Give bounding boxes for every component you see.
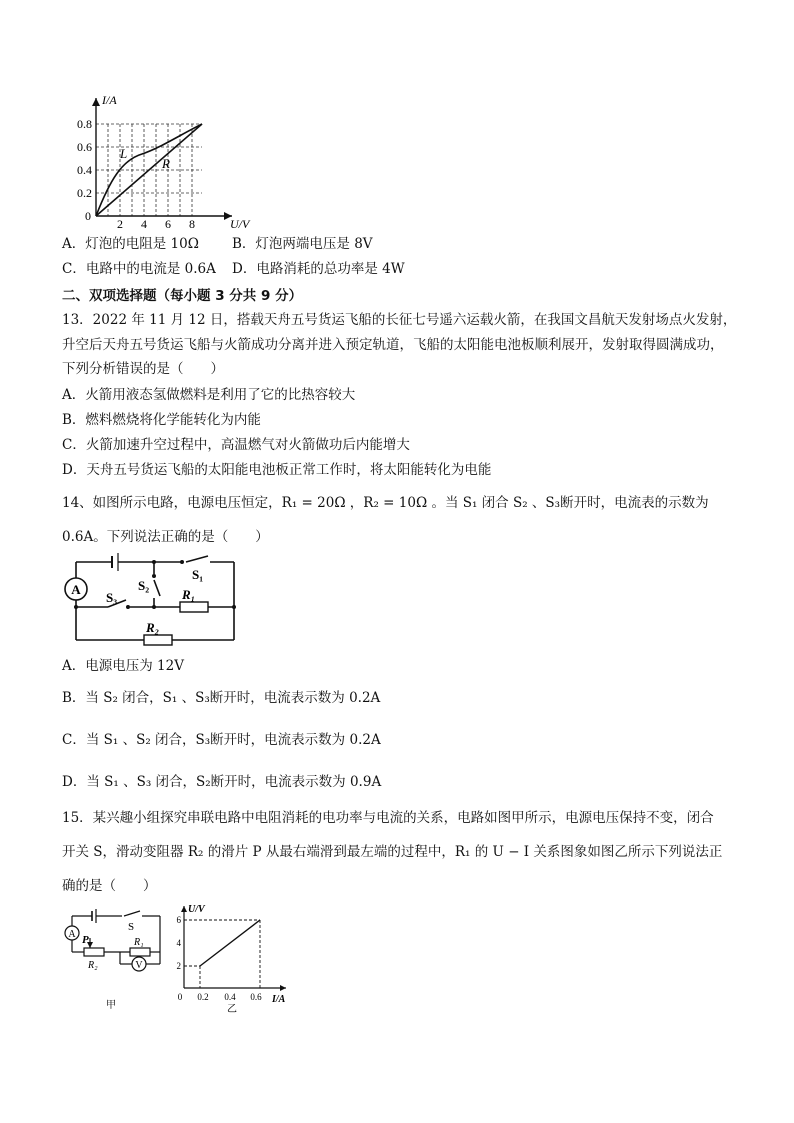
circuit-caption: 甲 bbox=[106, 1000, 116, 1011]
q14-circuit-diagram bbox=[62, 552, 242, 648]
x-tick: 0.6 bbox=[250, 992, 262, 1002]
ui-line bbox=[200, 920, 260, 966]
junction-dot bbox=[126, 605, 130, 609]
y-tick: 2 bbox=[176, 961, 181, 971]
x-tick: 6 bbox=[165, 217, 171, 230]
q15-stem-line: 15．某兴趣小组探究串联电路中电阻消耗的电功率与电流的关系，电路如图甲所示，电源电压保持不变，闭合 bbox=[62, 810, 714, 826]
q13-stem-line: 升空后天舟五号货运飞船与火箭成功分离并进入预定轨道，飞船的太阳能电池板顺利展开，发射取得圆满成功， bbox=[62, 337, 724, 353]
q14-option-c[interactable]: C．当 S₁ 、S₂ 闭合，S₃断开时，电流表示数为 0.2A bbox=[62, 732, 381, 748]
q15-stem-line: 开关 S，滑动变阻器 R₂ 的滑片 P 从最右端滑到最左端的过程中，R₁ 的 U − I 关系图象如图乙所示下列说法正 bbox=[62, 844, 723, 860]
x-tick: 0.2 bbox=[197, 992, 209, 1002]
y-tick: 6 bbox=[176, 915, 181, 925]
q15-circuit-diagram bbox=[62, 908, 172, 1013]
junction-dot bbox=[232, 605, 236, 609]
graph-caption: 乙 bbox=[227, 1004, 237, 1015]
q12-option-a[interactable]: A．灯泡的电阻是 10Ω bbox=[62, 236, 199, 252]
slider-label: P bbox=[82, 934, 89, 946]
q13-option-a[interactable]: A．火箭用液态氢做燃料是利用了它的比热容较大 bbox=[62, 387, 356, 403]
y-tick: 0.6 bbox=[77, 140, 92, 154]
q15-ui-graph bbox=[174, 900, 294, 1015]
r2-label: R₂ bbox=[146, 620, 160, 635]
x-tick: 0 bbox=[85, 209, 91, 223]
s1-label: S₁ bbox=[192, 567, 204, 582]
voltmeter-label: V bbox=[135, 960, 143, 971]
x-tick: 0.4 bbox=[224, 992, 236, 1002]
junction-dot bbox=[152, 605, 156, 609]
q14-option-a[interactable]: A．电源电压为 12V bbox=[62, 658, 184, 674]
y-axis-label: U/V bbox=[188, 904, 205, 915]
q13-stem-line: 下列分析错误的是（ ） bbox=[62, 361, 224, 377]
q12-option-d[interactable]: D．电路消耗的总功率是 4W bbox=[232, 261, 405, 277]
section-heading: 二、双项选择题（每小题 3 分共 9 分） bbox=[62, 288, 303, 304]
ammeter-label: A bbox=[71, 582, 81, 597]
q14-option-b[interactable]: B．当 S₂ 闭合，S₁ 、S₃断开时，电流表示数为 0.2A bbox=[62, 690, 381, 706]
s3-label: S₃ bbox=[106, 590, 118, 605]
q15-stem-line: 确的是（ ） bbox=[62, 878, 157, 894]
x-tick: 4 bbox=[141, 217, 147, 230]
x-tick: 0 bbox=[177, 992, 183, 1002]
y-axis-label: I/A bbox=[102, 93, 117, 107]
y-tick: 4 bbox=[176, 938, 181, 948]
junction-dot bbox=[180, 560, 184, 564]
switch-label: S bbox=[128, 921, 135, 933]
q14-stem-line: 14、如图所示电路，电源电压恒定，R₁ = 20Ω ，R₂ = 10Ω 。当 S₁ 闭合 S₂ 、S₃断开时，电流表的示数为 bbox=[62, 495, 709, 511]
junction-dot bbox=[152, 574, 156, 578]
label-r: R bbox=[162, 156, 170, 171]
junction-dot bbox=[74, 605, 78, 609]
q13-option-d[interactable]: D．天舟五号货运飞船的太阳能电池板正常工作时，将太阳能转化为电能 bbox=[62, 462, 492, 478]
x-axis-label: I/A bbox=[272, 994, 286, 1005]
q13-stem-line: 13．2022 年 11 月 12 日，搭载天舟五号货运飞船的长征七号遥六运载火箭，在我国文昌航天发射场点火发射， bbox=[62, 312, 737, 328]
y-tick: 0.2 bbox=[77, 186, 92, 200]
q12-options-row-1 bbox=[62, 234, 373, 254]
r1-label: R₁ bbox=[182, 587, 196, 602]
s2-label: S₂ bbox=[138, 578, 150, 593]
q13-option-b[interactable]: B．燃料燃烧将化学能转化为内能 bbox=[62, 412, 261, 428]
x-tick: 2 bbox=[117, 217, 123, 230]
r1-label: R₁ bbox=[134, 937, 144, 948]
q13-option-c[interactable]: C．火箭加速升空过程中，高温燃气对火箭做功后内能增大 bbox=[62, 437, 410, 453]
y-tick: 0.8 bbox=[77, 117, 92, 131]
ammeter-label: A bbox=[68, 929, 76, 940]
q14-option-d[interactable]: D．当 S₁ 、S₃ 闭合，S₂断开时，电流表示数为 0.9A bbox=[62, 774, 382, 790]
y-tick: 0.4 bbox=[77, 163, 92, 177]
junction-dot bbox=[152, 560, 156, 564]
q12-options-row-2 bbox=[62, 259, 405, 279]
q12-option-c[interactable]: C．电路中的电流是 0.6A bbox=[62, 261, 216, 277]
q12-option-b[interactable]: B．灯泡两端电压是 8V bbox=[232, 236, 373, 252]
r2-label: R₂ bbox=[88, 960, 98, 971]
q12-iu-graph bbox=[62, 90, 262, 230]
label-l: L bbox=[120, 146, 128, 161]
x-tick: 8 bbox=[189, 217, 195, 230]
x-axis-label: U/V bbox=[230, 217, 250, 230]
q14-stem-line: 0.6A。下列说法正确的是（ ） bbox=[62, 529, 269, 545]
